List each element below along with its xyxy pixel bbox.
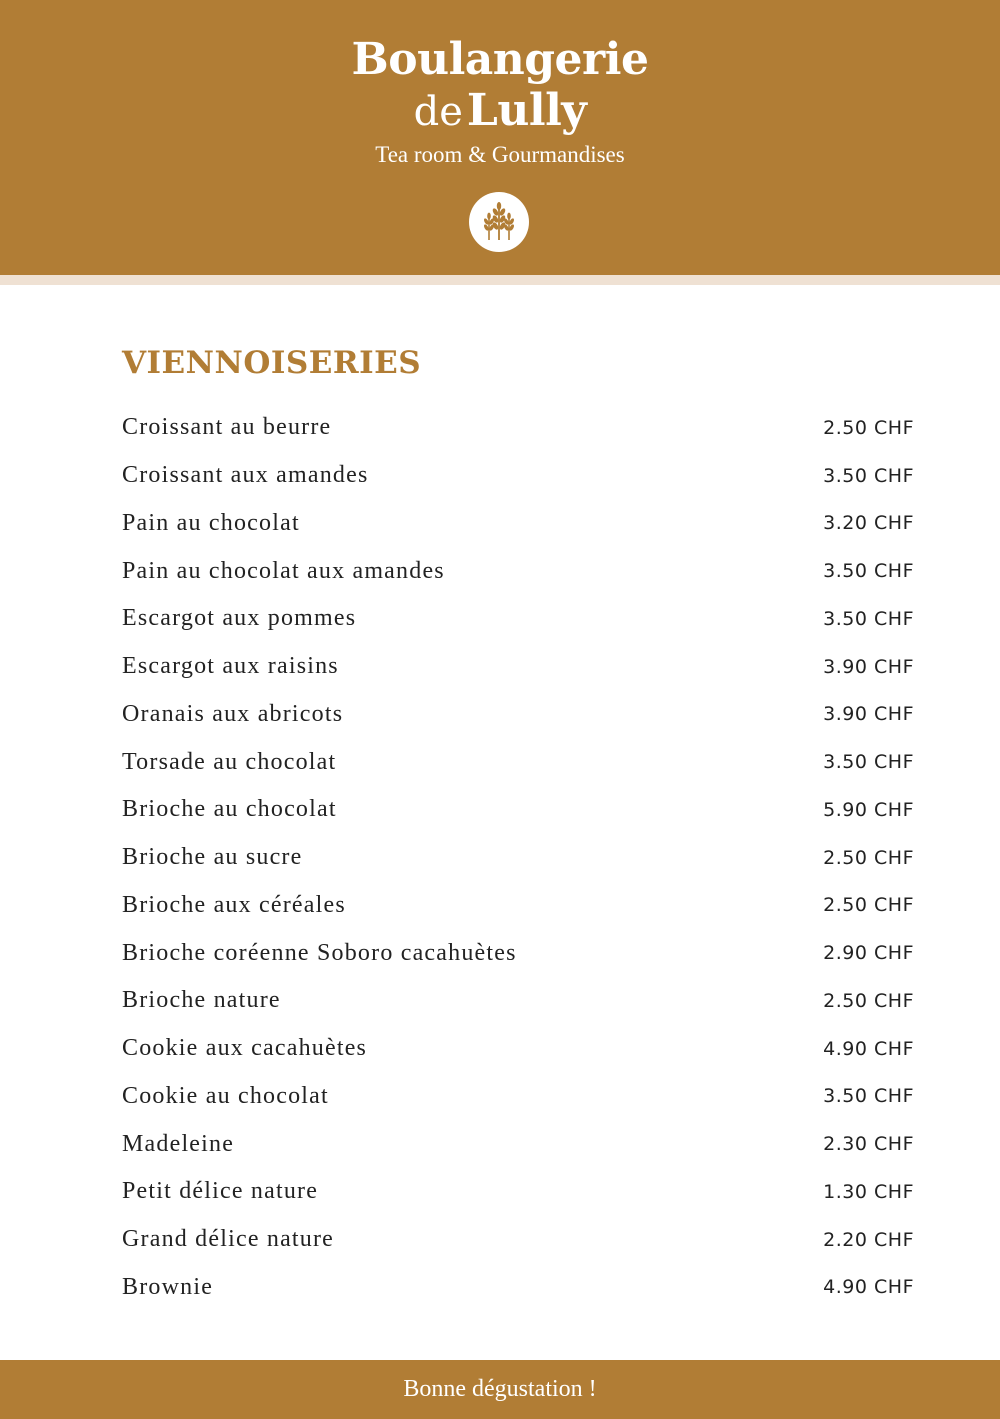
tagline: Tea room & Gourmandises <box>375 142 625 167</box>
menu-item-price: 3.50 CHF <box>823 607 914 630</box>
menu-item-row <box>122 929 914 977</box>
menu-item-row <box>122 547 914 595</box>
menu-item-price: 2.50 CHF <box>823 416 914 439</box>
menu-item-price: 2.50 CHF <box>823 894 914 917</box>
wheat-icon <box>469 192 529 252</box>
menu-item-name: Torsade au chocolat <box>122 748 337 775</box>
menu-list <box>122 404 914 1311</box>
menu-item-row <box>122 1073 914 1121</box>
footer-banner <box>0 1360 1000 1419</box>
menu-item-price: 2.50 CHF <box>823 989 914 1012</box>
menu-item-row <box>122 500 914 548</box>
menu-item-name: Brioche aux céréales <box>122 891 346 918</box>
menu-item-price: 2.90 CHF <box>823 942 914 965</box>
menu-item-row <box>122 1168 914 1216</box>
section-title: VIENNOISERIES <box>122 345 422 381</box>
menu-item-price: 3.90 CHF <box>823 655 914 678</box>
menu-item-name: Brioche au chocolat <box>122 796 337 823</box>
menu-item-price: 2.20 CHF <box>823 1228 914 1251</box>
menu-item-price: 3.50 CHF <box>823 560 914 583</box>
menu-item-name: Madeleine <box>122 1130 235 1157</box>
header-banner <box>0 0 1000 275</box>
menu-item-row <box>122 1264 914 1312</box>
menu-item-row <box>122 834 914 882</box>
brand-title: Boulangerie <box>351 34 649 85</box>
menu-item-row <box>122 1025 914 1073</box>
menu-item-name: Croissant au beurre <box>122 414 332 441</box>
menu-item-price: 3.50 CHF <box>823 1085 914 1108</box>
menu-item-row <box>122 643 914 691</box>
menu-item-row <box>122 738 914 786</box>
menu-item-price: 3.90 CHF <box>823 703 914 726</box>
menu-item-row <box>122 691 914 739</box>
menu-item-price: 4.90 CHF <box>823 1037 914 1060</box>
menu-item-name: Croissant aux amandes <box>122 462 369 489</box>
menu-item-price: 2.30 CHF <box>823 1133 914 1156</box>
menu-item-price: 1.30 CHF <box>823 1180 914 1203</box>
menu-item-name: Grand délice nature <box>122 1226 335 1253</box>
menu-item-row <box>122 452 914 500</box>
menu-item-name: Pain au chocolat <box>122 509 300 536</box>
menu-item-name: Cookie aux cacahuètes <box>122 1035 368 1062</box>
menu-item-row <box>122 404 914 452</box>
menu-item-name: Brioche au sucre <box>122 844 303 871</box>
menu-item-name: Pain au chocolat aux amandes <box>122 557 445 584</box>
menu-item-row <box>122 1216 914 1264</box>
menu-item-price: 2.50 CHF <box>823 846 914 869</box>
brand-title-de: de <box>413 89 463 135</box>
menu-item-row <box>122 882 914 930</box>
menu-item-price: 3.50 CHF <box>823 464 914 487</box>
menu-item-name: Cookie au chocolat <box>122 1082 329 1109</box>
menu-item-price: 4.90 CHF <box>823 1276 914 1299</box>
menu-item-name: Petit délice nature <box>122 1178 319 1205</box>
menu-item-row <box>122 595 914 643</box>
menu-item-name: Escargot aux pommes <box>122 605 357 632</box>
menu-item-name: Oranais aux abricots <box>122 700 344 727</box>
menu-item-row <box>122 977 914 1025</box>
menu-item-row <box>122 1120 914 1168</box>
menu-item-name: Brownie <box>122 1273 214 1300</box>
menu-item-price: 5.90 CHF <box>823 798 914 821</box>
header-divider-stripe <box>0 275 1000 285</box>
brand-title-lully: Lully <box>466 85 587 136</box>
menu-item-row <box>122 786 914 834</box>
menu-item-price: 3.20 CHF <box>823 512 914 535</box>
menu-item-name: Brioche nature <box>122 987 281 1014</box>
menu-item-price: 3.50 CHF <box>823 751 914 774</box>
menu-item-name: Brioche coréenne Soboro cacahuètes <box>122 939 517 966</box>
footer-text: Bonne dégustation ! <box>403 1376 597 1402</box>
menu-item-name: Escargot aux raisins <box>122 653 339 680</box>
